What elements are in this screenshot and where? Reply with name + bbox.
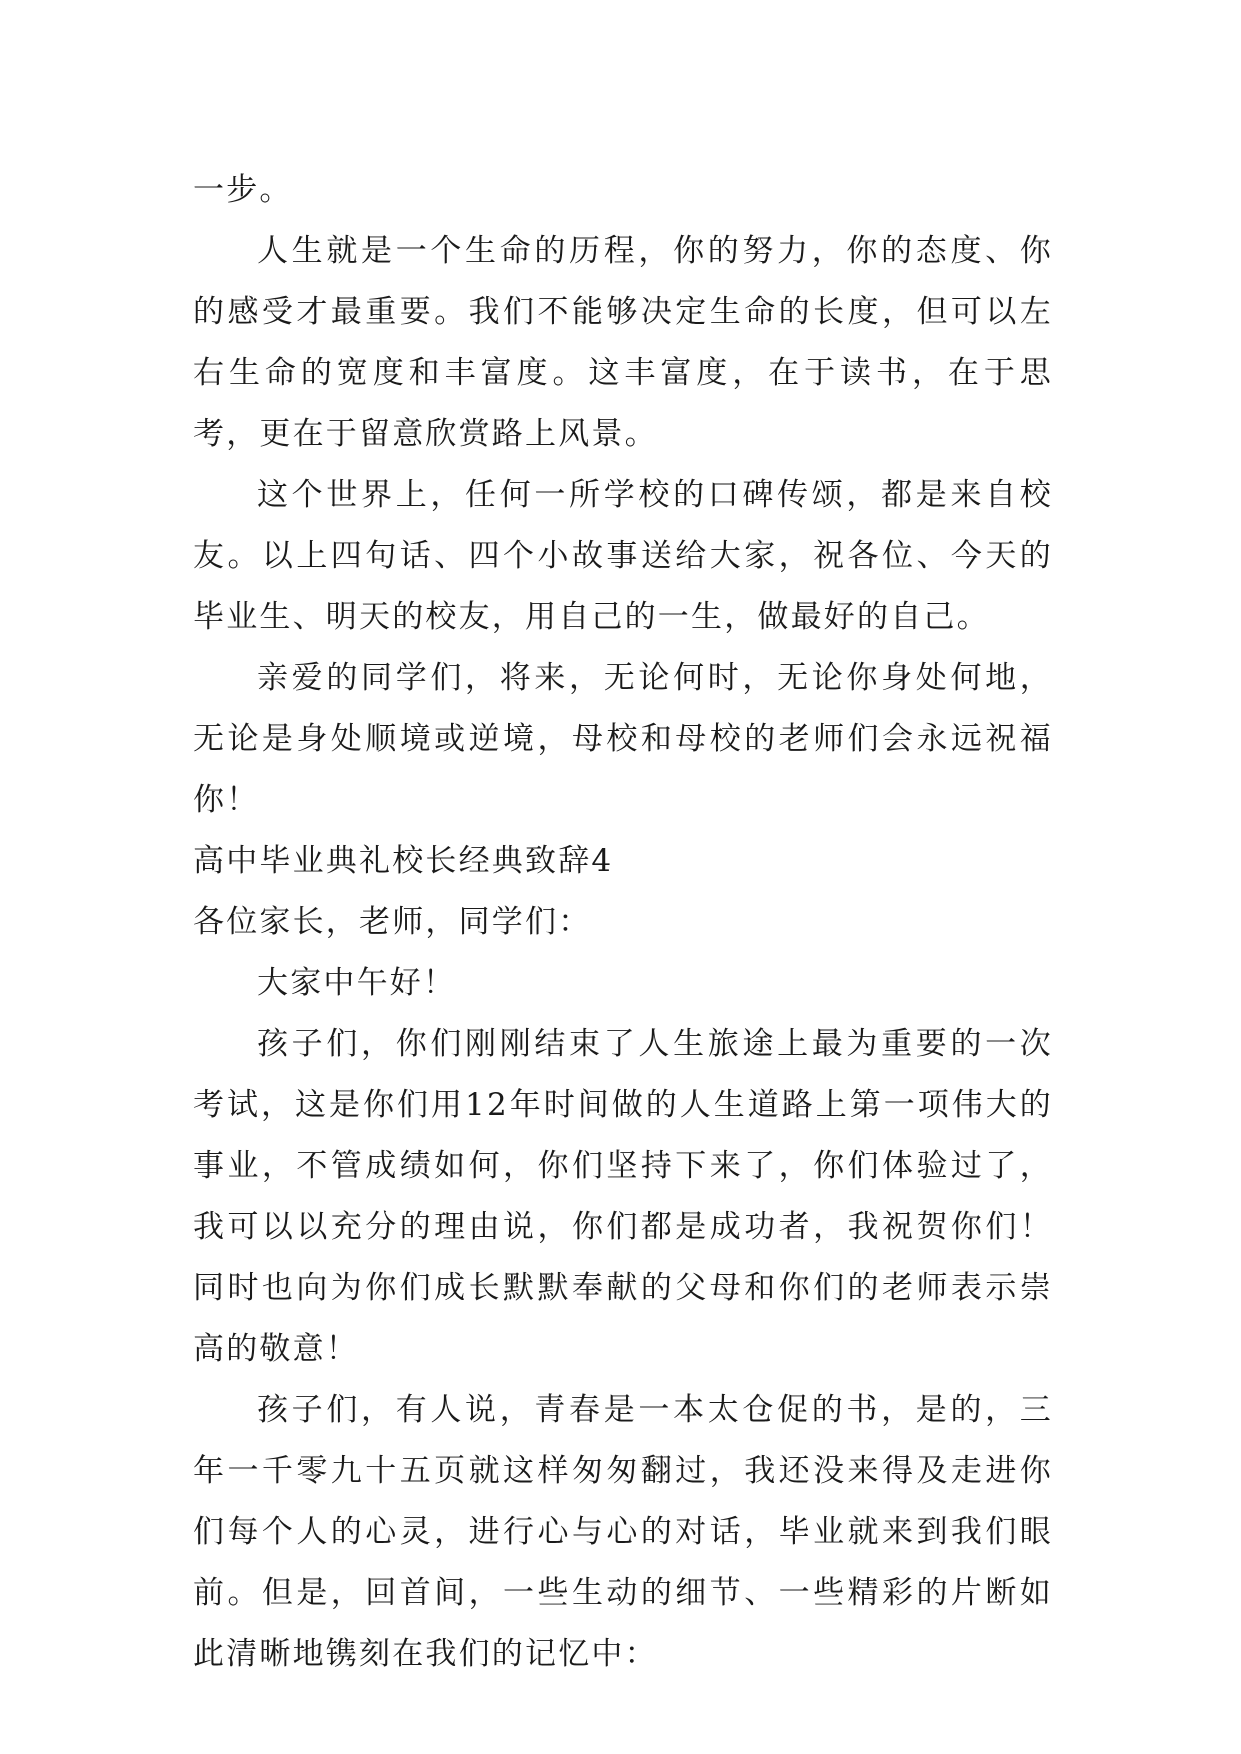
paragraph-exam-congratulations: 孩子们，你们刚刚结束了人生旅途上最为重要的一次考试，这是你们用12年时间做的人生道路上第一项伟大的事业，不管成绩如何，你们坚持下来了，你们体验过了，我可以以充分的理由说，你们都是成功者，我祝贺你们！同时也向为你们成长默默奉献的父母和你们的老师表示崇高的敬意！ [193, 1026, 1053, 1367]
paragraph-life-journey: 人生就是一个生命的历程，你的努力，你的态度、你的感受才最重要。我们不能够决定生命的长度，但可以左右生命的宽度和丰富度。这丰富度，在于读书，在于思考，更在于留意欣赏路上风景。 [193, 233, 1053, 452]
paragraph-youth-memories: 孩子们，有人说，青春是一本太仓促的书，是的，三年一千零九十五页就这样匆匆翻过，我还没来得及走进你们每个人的心灵，进行心与心的对话，毕业就来到我们眼前。但是，回首间，一些生动的细节、一些精彩的片断如此清晰地镌刻在我们的记忆中： [193, 1392, 1053, 1672]
paragraph-alumni-reputation: 这个世界上，任何一所学校的口碑传颂，都是来自校友。以上四句话、四个小故事送给大家，祝各位、今天的毕业生、明天的校友，用自己的一生，做最好的自己。 [193, 477, 1053, 635]
greeting: 大家中午好！ [257, 965, 457, 1001]
document-body [193, 160, 1053, 1685]
paragraph-blessing: 亲爱的同学们，将来，无论何时，无论你身处何地，无论是身处顺境或逆境，母校和母校的老师们会永远祝福你！ [193, 660, 1053, 818]
salutation: 各位家长，老师，同学们： [193, 904, 592, 940]
paragraph-continuation: 一步。 [193, 172, 293, 208]
section-heading: 高中毕业典礼校长经典致辞4 [193, 843, 614, 879]
